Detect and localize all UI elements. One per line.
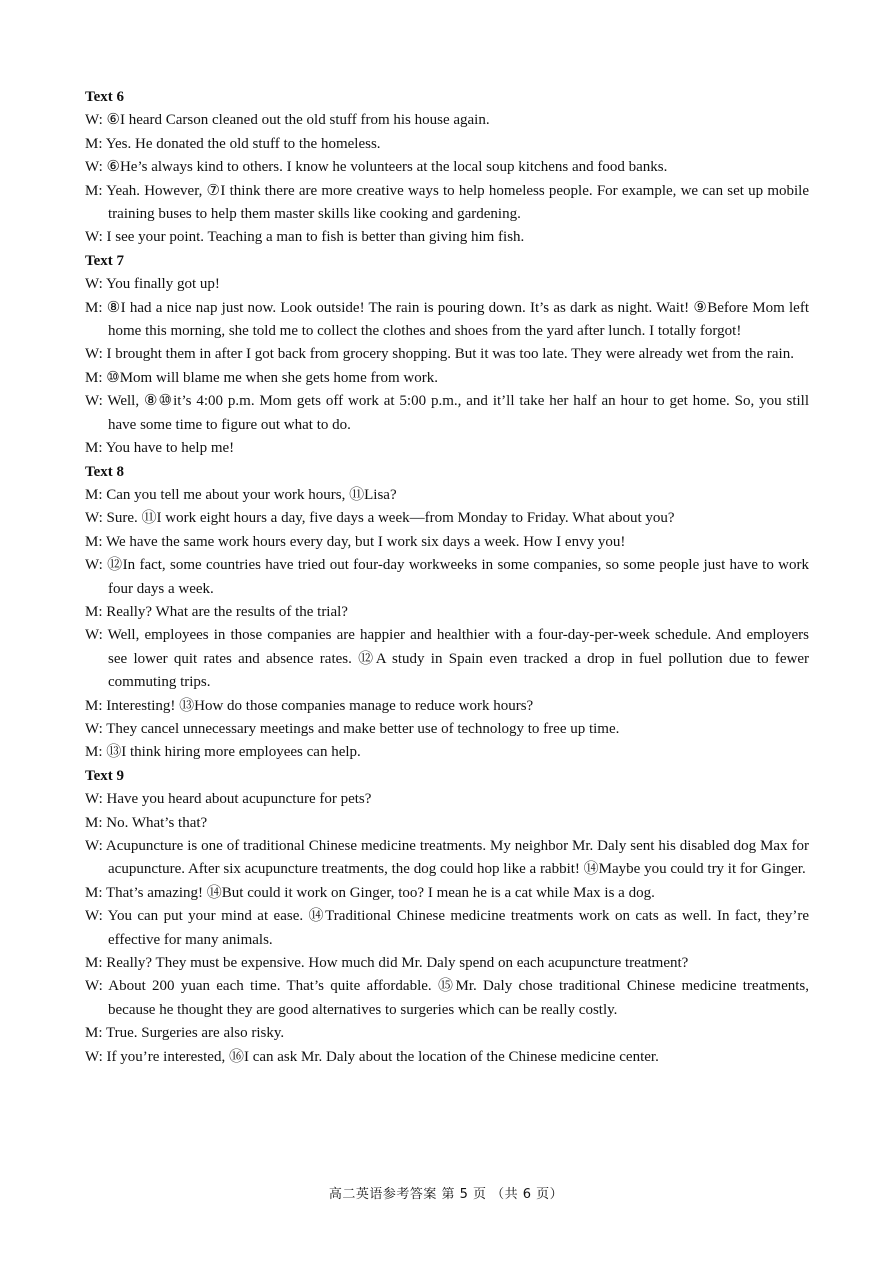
dialogue-line: W: Acupuncture is one of traditional Chinese medicine treatments. My neighbor Mr. Daly sent his disabled dog Max for acupuncture. After six acupuncture treatments, the dog could hop like a rabbit! ⑭Maybe you could try it for Ginger. <box>85 838 809 878</box>
section-title: Text 7 <box>85 252 125 269</box>
dialogue-line: M: That’s amazing! ⑭But could it work on Ginger, too? I mean he is a cat while Max is a dog. <box>85 884 655 901</box>
section-text-8 <box>85 461 809 765</box>
dialogue-line: M: You have to help me! <box>85 440 235 457</box>
section-title: Text 9 <box>85 767 125 784</box>
dialogue-line: W: ⑥He’s always kind to others. I know he volunteers at the local soup kitchens and food banks. <box>85 159 668 176</box>
dialogue-line: W: ⑫In fact, some countries have tried out four-day workweeks in some companies, so some people just have to work four days a week. <box>85 557 809 597</box>
dialogue-line: M: Yes. He donated the old stuff to the homeless. <box>85 135 381 152</box>
dialogue-line: M: ⑧I had a nice nap just now. Look outside! The rain is pouring down. It’s as dark as night. Wait! ⑨Before Mom left home this morning, she told me to collect the clothes and shoes from the yard after lunch. I totally forgot! <box>85 299 809 340</box>
dialogue-line: M: Really? They must be expensive. How much did Mr. Daly spend on each acupuncture treatment? <box>85 955 689 972</box>
dialogue-line: W: I brought them in after I got back from grocery shopping. But it was too late. They were already wet from the rain. <box>85 346 794 363</box>
page-footer: 高二英语参考答案 第 5 页 （共 6 页） <box>328 1187 564 1202</box>
dialogue-line: M: Yeah. However, ⑦I think there are more creative ways to help homeless people. For example, we can set up mobile training buses to help them master skills like cooking and gardening. <box>85 182 809 223</box>
dialogue-line: W: You can put your mind at ease. ⑭Traditional Chinese medicine treatments work on cats as well. In fact, they’re effective for many animals. <box>85 908 809 948</box>
dialogue-line: W: Have you heard about acupuncture for pets? <box>85 791 372 808</box>
dialogue-line: M: ⑬I think hiring more employees can help. <box>85 744 361 761</box>
dialogue-line: M: Can you tell me about your work hours, ⑪Lisa? <box>85 486 397 503</box>
dialogue-line: M: We have the same work hours every day, but I work six days a week. How I envy you! <box>85 533 626 550</box>
dialogue-line: W: ⑥I heard Carson cleaned out the old stuff from his house again. <box>85 112 490 129</box>
dialogue-line: W: I see your point. Teaching a man to fish is better than giving him fish. <box>85 229 525 246</box>
dialogue-line: W: Well, employees in those companies are happier and healthier with a four-day-per-week schedule. And employers see lower quit rates and absence rates. ⑫A study in Spain even tracked a drop in fuel pollution due to fewer commuting trips. <box>85 627 809 691</box>
document-body <box>85 86 809 1069</box>
section-title: Text 6 <box>85 89 125 105</box>
dialogue-line: M: Really? What are the results of the trial? <box>85 603 348 620</box>
section-text-9 <box>85 765 809 1069</box>
dialogue-line: W: If you’re interested, ⑯I can ask Mr. Daly about the location of the Chinese medicine center. <box>85 1048 659 1065</box>
dialogue-line: M: ⑩Mom will blame me when she gets home from work. <box>85 369 438 386</box>
dialogue-line: M: True. Surgeries are also risky. <box>85 1025 285 1042</box>
dialogue-line: W: You finally got up! <box>85 276 220 293</box>
dialogue-line: W: Well, ⑧⑩it’s 4:00 p.m. Mom gets off work at 5:00 p.m., and it’ll take her half an hour to get home. So, you still have some time to figure out what to do. <box>85 393 809 433</box>
section-text-7 <box>85 250 809 461</box>
dialogue-line: M: No. What’s that? <box>85 814 208 831</box>
dialogue-line: W: About 200 yuan each time. That’s quite affordable. ⑮Mr. Daly chose traditional Chinese medicine treatments, because he thought they are good alternatives to surgeries which can be really costly. <box>85 978 809 1018</box>
dialogue-line: W: They cancel unnecessary meetings and make better use of technology to free up time. <box>85 720 620 737</box>
dialogue-line: M: Interesting! ⑬How do those companies manage to reduce work hours? <box>85 697 534 714</box>
section-title: Text 8 <box>85 463 125 480</box>
dialogue-line: W: Sure. ⑪I work eight hours a day, five days a week—from Monday to Friday. What about you? <box>85 510 675 527</box>
section-text-6 <box>85 86 809 250</box>
